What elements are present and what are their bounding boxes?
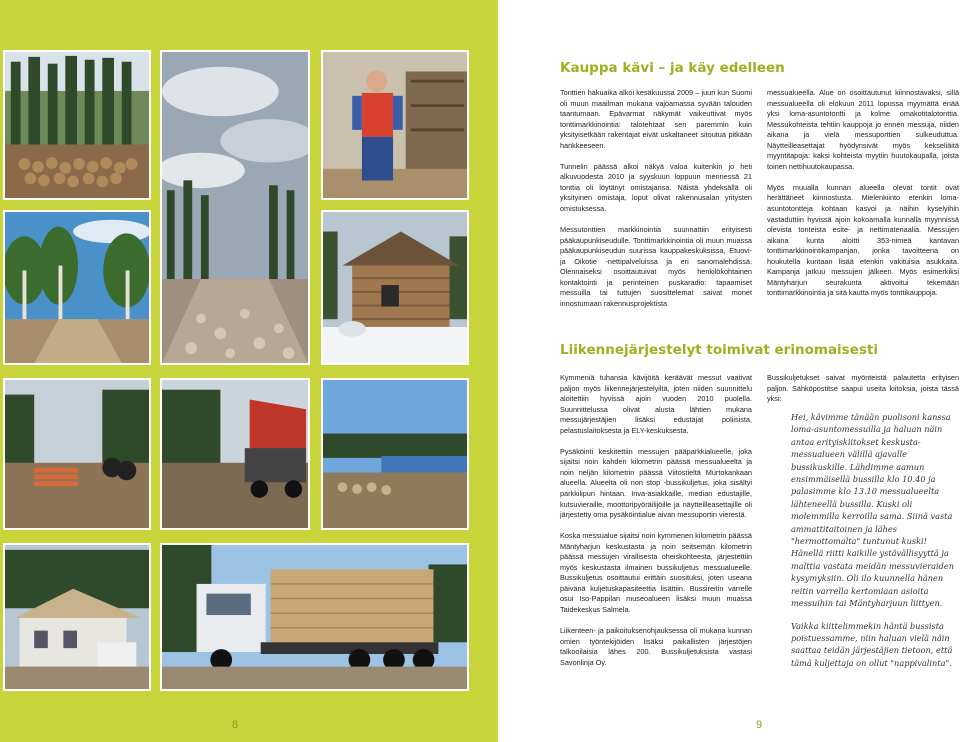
section2-column-2-intro <box>767 373 959 415</box>
right-page <box>498 0 960 742</box>
section1-column-2 <box>767 88 959 309</box>
paragraph: messualueella. Alue on osoittautunut kiinnostavaksi, sillä messualueella oli elokuun 2011 lopussa myymättä enää yksi loma-asuntotontti ja kolme omakotitalotonttia. Messukohteista tehtiin kauppoja jo ennen messuja, niiden aikana ja vielä messuporttien sulkeuduttua. Näytteilleasettajat hyödynsivät myös kekseliäitä myyntitapoja: kaksi kohteista myytiin huutokaupalla, joista toinen nettihuutokaupassa. <box>767 88 959 171</box>
paragraph: Tonttien hakuaika alkoi kesäkuussa 2009 – juuri kun Suomi oli muun maailman mukana vajoamassa syvään talouden taantumaan. Epävarmat näkymät vaikeuttivat myös tonttimarkkinointia: talotehtaat sen paremmin kuin yksityisetkään rakentajat eivät uskaltaneet sitoutua pitkään hankkeeseen. <box>560 88 752 150</box>
paragraph: Kymmeniä tuhansia kävijöitä keräävät messut vaativat paljon myös liikennejärjestelyiltä, joten niiden suunnittelu aloitettiin hyvissä ajoin vuoden 2010 puolella. Suunnittelussa olivat alusta lähtien mukana messujärjestäjien lisäksi edustajat poliisista, pelastuslaitoksesta ja ELY-keskuksesta. <box>560 373 752 435</box>
photo-sky-forest-road <box>160 50 310 365</box>
paragraph: Bussikuljetukset saivat myönteistä palautetta erityisen paljon. Sähköpostitse saapui useita kiitoksia, joista tässä yksi: <box>767 373 959 404</box>
paragraph: Pysäköinti keskitettiin messujen pääparkkialueelle, joka sijaitsi noin kahden kilometrin päässä messualueelta ja noin neljän kilometrin päässä Viitostieltä Murtokankaan alueella. Alueelta oli non stop -bussikuljetus, joka sisältyi parkkilipun hintaan. Inva-asiakkaille, median edustajille, kutsuvieraille, moottoripyöräilijöille ja näytteilleasettajille oli järjestetty oma pysäköintialue aivan messuportin vierestä. <box>560 446 752 520</box>
photo-house-construction <box>3 543 151 691</box>
photo-log-pile-forest <box>3 50 151 200</box>
section2-column-1 <box>560 373 752 679</box>
quote-paragraph: Hei, kävimme tänään puolisoni kanssa loma-asuntomessuilla ja haluan näin antaa erityiskiitokset keskusta-messualueen välillä ajavalle bussikuskille. Lähdimme aamun ensimmäisellä bussilla klo 10.40 ja palasimme klo 13.10 messualueelta lähteneellä bussilla. Kuski oli molemmilla kerroilla sama. Siinä vasta ammattitaitoinen ja lähes "hermottomalta" tuntunut kuski! Hänellä riitti kaikille ystävällisyyttä ja malttia vastata meidän messuvieraiden kysymyksiin. Oli ilo kuunnella hänen reitin varrella kertomiaan asioita messuihin tai Mäntyharjuun liittyen. <box>791 412 954 609</box>
photo-man-red-vest <box>321 50 469 200</box>
paragraph: Myös muualla kunnan alueella olevat tontit ovat herättäneet kiinnostusta. Mielenkiinto etenkin loma-asuntotontteja kohtaan kasvoi ja näihin kyselyihin vastaduttiin hyvissä ajoin kokoamalla kunnalla myynnissä olevista tonteista esite- ja nettimateriaalia. Messujen aikana kunta aloitti 353-nimeä kantavan tonttimarkkinointikampanjan, jonka tavoitteena on houkutella kuntaan lisää etenkin vakituisia asukkaita. Kampanja jatkuu messujen jälkeen. Myös esimerkiksi Mäntyharjun seurakunta aktivoitui tekemään tonttimarkkinointia ja sitä kautta myös tonttikauppoja. <box>767 182 959 298</box>
photo-birch-clearing <box>3 210 151 365</box>
paragraph: Liikenteen- ja paikoituksenohjauksessa oli mukana kunnan omien työntekijöiden lisäksi paikallisten järjestöjen talkooilaisia lähes 200. Bussikuljetuksista vastasi Savonlinja Oy. <box>560 625 752 667</box>
customer-quote <box>791 411 958 679</box>
paragraph: Koska messualue sijaitsi noin kymmenen kilometrin päässä Mäntyharjun keskustasta ja noin seitsemän kilometrin päässä messujen virallisesta oheiskohteesta, järjestettiin myös keskustasta ilmainen bussikuljetus messualueelle. Bussikuljetus osoittautui erittäin suosituksi, joten useana päivänä kuljetuskapasiteettia lisättiin. Bussireitin varrelle osui Iso-Pappilan museoalueen lisäksi muun muassa Taidekeskus Salmela. <box>560 531 752 614</box>
photo-truck-transport <box>160 543 469 691</box>
section-heading-sales: Kauppa kävi – ja käy edelleen <box>560 60 785 76</box>
photo-lake-logs <box>321 378 469 530</box>
photo-dump-truck <box>160 378 310 530</box>
paragraph: Messutonttien markkinointia suunnattiin erityisesti pääkaupunkiseudulle. Tonttimarkkinointia oli muun muassa pääkaupunkiseudun suurissa kauppakeskuksissa, Etuovi- ja Oikotie -nettipalveluissa ja eri sanomalehdissä. Olennaiseksi osoittautuivat myös henkilökohtainen kontaktointi ja perinteinen puskaradio: tapaamiset messuilla tai tuttujen suosittelemat saivat monet innostumaan rakennusprojektista <box>560 225 752 308</box>
photo-pipes-road <box>3 378 151 530</box>
photo-log-house-winter <box>321 210 469 365</box>
section-heading-traffic: Liikennejärjestelyt toimivat erinomaisesti <box>560 342 878 358</box>
quote-paragraph: Vaikka kiittelimmekin häntä bussista poistuessamme, niin haluan vielä näin saattaa teidän järjestäjien tietoon, että tämä kuljettaja on ollut "nappivalinta". <box>791 620 953 668</box>
section1-column-1 <box>560 88 752 320</box>
page-number-left: 8 <box>232 719 239 731</box>
page-number-right: 9 <box>756 719 763 731</box>
paragraph: Tunnelin päässä alkoi näkyä valoa kuitenkin jo heti alkuvuodesta 2010 ja syyskuun loppuun mennessä 21 tonttia oli löytänyt omistajansa. Näistä yhdeksällä oli yksityinen omistaja, loput olivat rakennusalan yritysten omistuksessa. <box>560 161 752 213</box>
